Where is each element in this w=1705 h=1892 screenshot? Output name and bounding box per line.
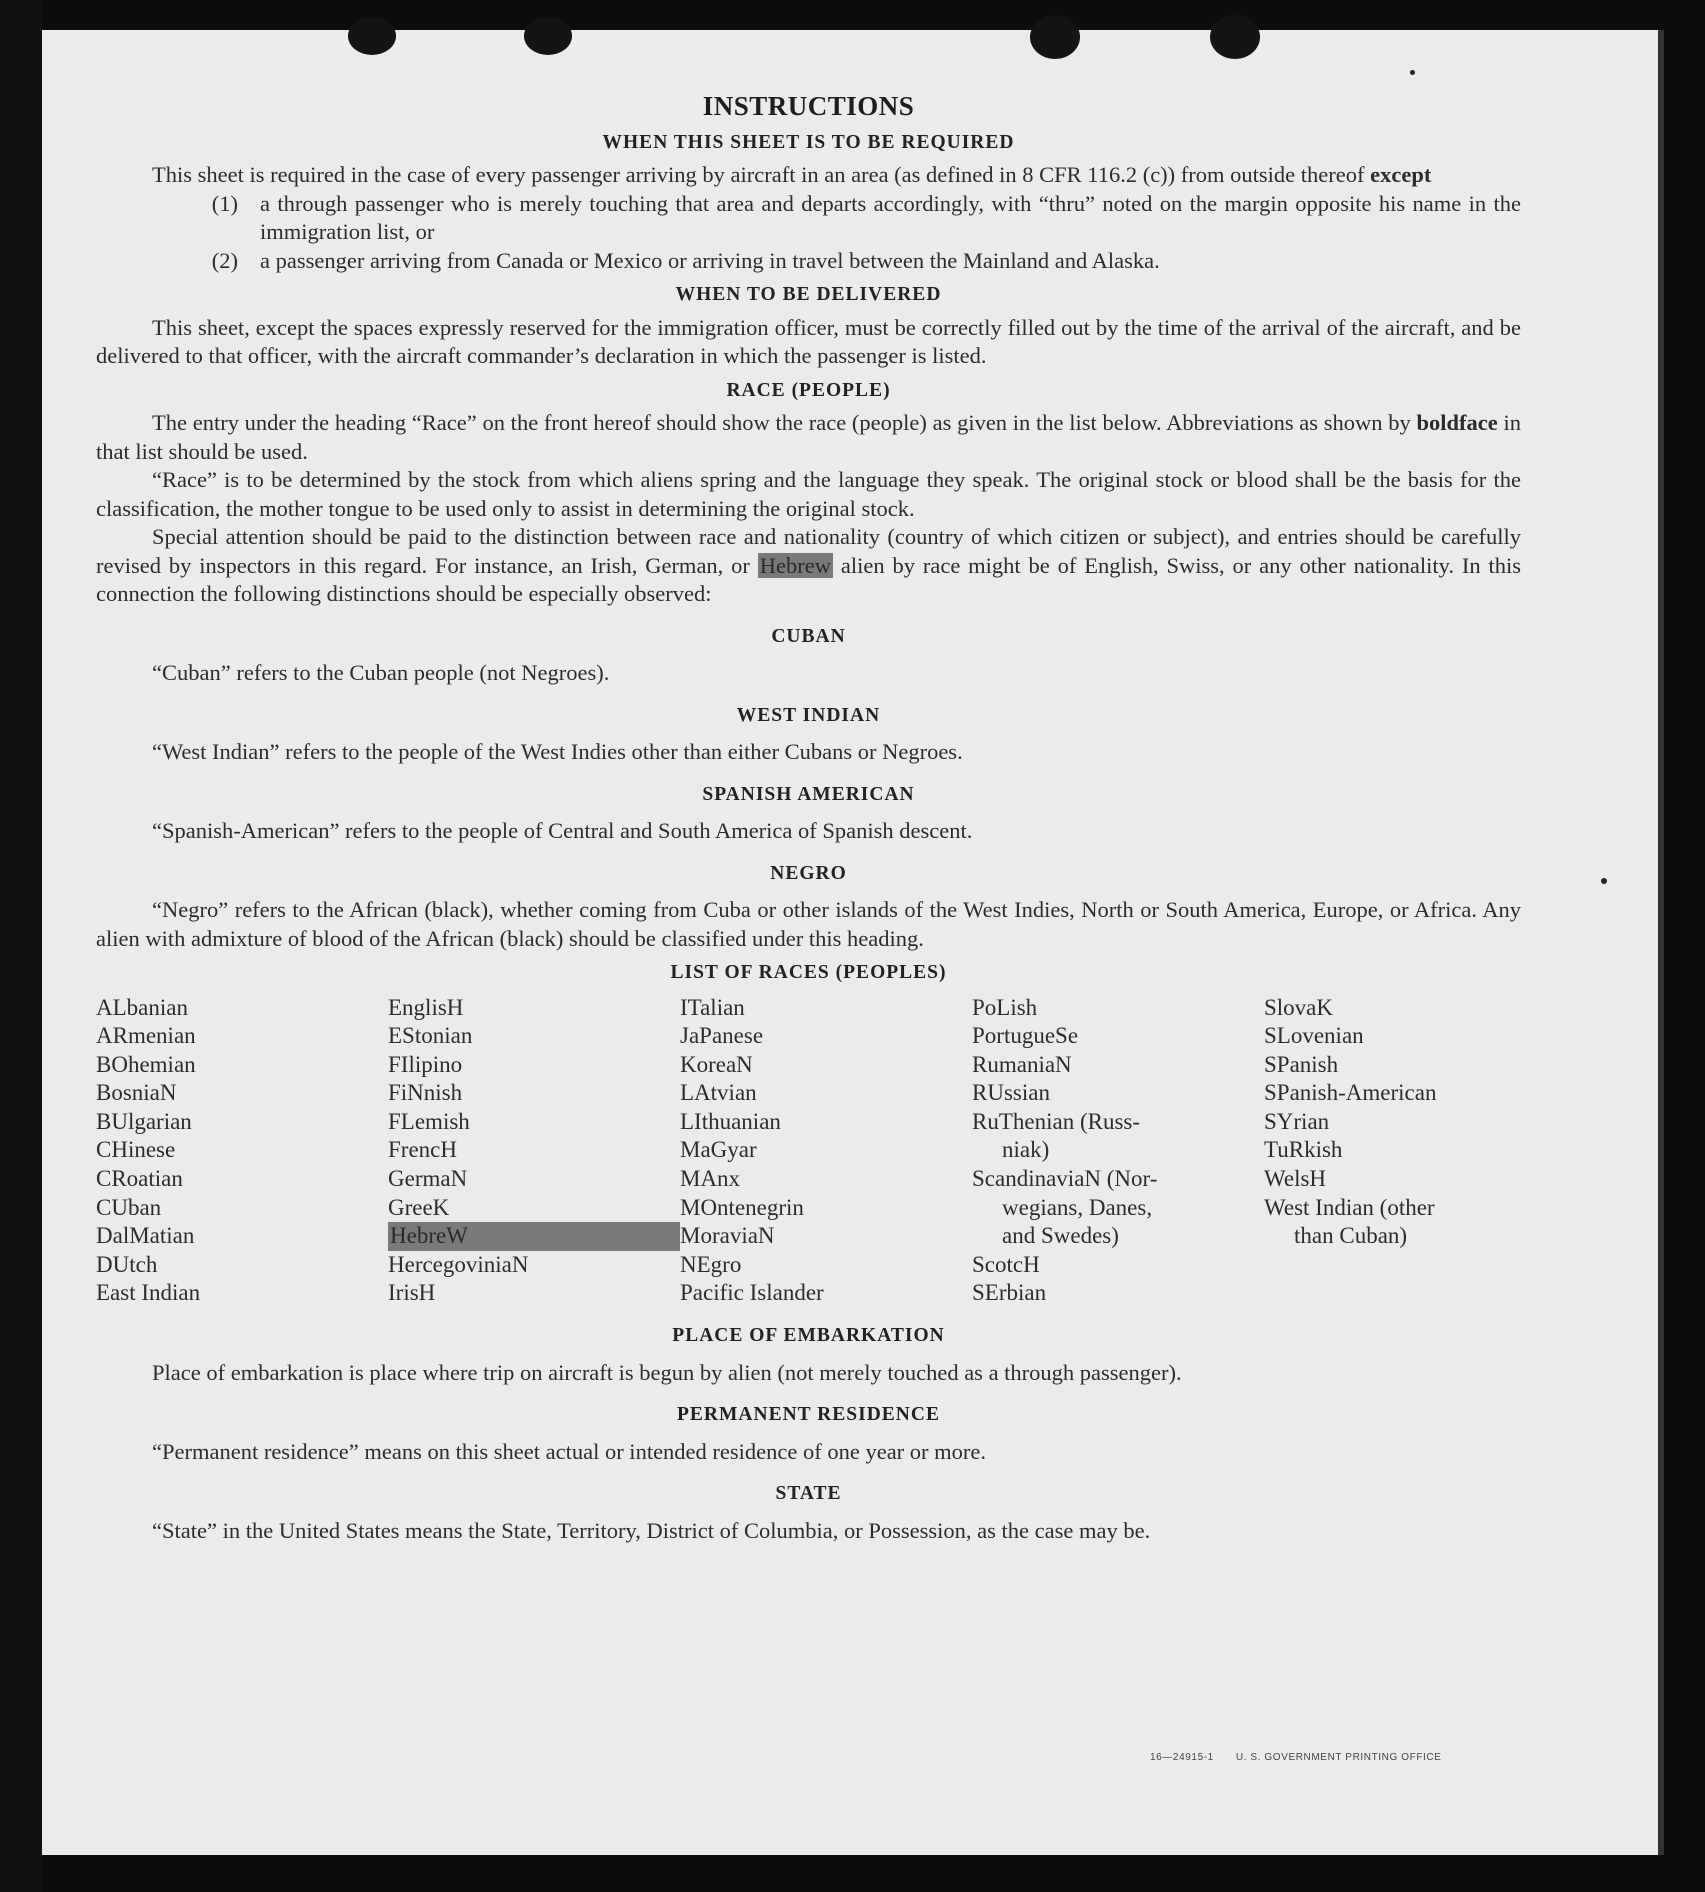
race-column-2 (388, 994, 680, 1309)
when-required-intro: This sheet is required in the case of every passenger arriving by aircraft in an area (as defined in 8 CFR 116.2 (c)) from outside thereof except (152, 162, 1432, 187)
race-column-4 (972, 994, 1264, 1309)
race-entry: EnglisH (388, 994, 464, 1020)
race-entry: RumaniaN (972, 1051, 1072, 1077)
race-entry: ScandinaviaN (Nor- (972, 1166, 1158, 1192)
exception-1: (1) a through passenger who is merely touching that area and departs accordingly, with “thru” noted on the margin opposite his name in the immigration list, or (211, 190, 1521, 244)
race-list (96, 994, 1521, 1309)
state-text: “State” in the United States means the State, Territory, District of Columbia, or Possession, as the case may be. (152, 1517, 1151, 1543)
race-entry: RuThenian (Russ- (972, 1108, 1141, 1134)
race-entry: FiNnish (388, 1080, 463, 1106)
race-entry: ScotcH (972, 1251, 1040, 1277)
race-entry: SErbian (972, 1280, 1047, 1306)
race-entry: BosniaN (96, 1080, 177, 1106)
race-entry: FLemish (388, 1108, 470, 1134)
heading-west-indian: WEST INDIAN (736, 704, 881, 726)
when-delivered-text: This sheet, except the spaces expressly reserved for the immigration officer, must be correctly filled out by the time of the arrival of the aircraft, and be delivered to that officer, with the aircraft commander’s declaration in which the passenger is listed. (96, 314, 1521, 368)
race-entry: NEgro (680, 1251, 742, 1277)
punch-hole (348, 17, 396, 55)
race-entry: HebreW (388, 1222, 680, 1251)
race-entry: than Cuban) (1294, 1223, 1408, 1249)
race-column-3 (680, 994, 972, 1309)
race-entry: PortugueSe (972, 1023, 1079, 1049)
race-entry: GermaN (388, 1166, 468, 1192)
race-entry: MOntenegrin (680, 1194, 804, 1220)
speck (1601, 878, 1607, 884)
race-entry: LIthuanian (680, 1108, 781, 1134)
punch-hole (1210, 15, 1260, 59)
race-entry: Pacific Islander (680, 1280, 824, 1306)
printer-name: U. S. GOVERNMENT PRINTING OFFICE (1235, 1752, 1442, 1763)
spanish-american-text: “Spanish-American” refers to the people of Central and South America of Spanish descent. (152, 818, 973, 843)
race-entry: TuRkish (1264, 1137, 1343, 1163)
heading-spanish-american: SPANISH AMERICAN (702, 783, 915, 805)
smudged-word: Hebrew (759, 552, 832, 578)
heading-race: RACE (PEOPLE) (726, 379, 891, 401)
printer-footer (1150, 1752, 1464, 1763)
heading-cuban: CUBAN (771, 625, 846, 647)
heading-when-delivered: WHEN TO BE DELIVERED (675, 284, 942, 305)
race-entry: JaPanese (680, 1023, 764, 1049)
race-entry: BUlgarian (96, 1108, 192, 1134)
race-entry: IrisH (388, 1280, 436, 1306)
race-entry: SLovenian (1264, 1023, 1364, 1049)
race-entry: ITalian (680, 994, 745, 1020)
west-indian-text: “West Indian” refers to the people of the West Indies other than either Cubans or Negroes. (152, 739, 963, 764)
race-entry: WelsH (1264, 1166, 1327, 1192)
race-entry: PoLish (972, 994, 1038, 1020)
page-title: INSTRUCTIONS (702, 91, 915, 121)
race-entry: SPanish-American (1264, 1080, 1437, 1106)
heading-permanent-residence: PERMANENT RESIDENCE (677, 1404, 940, 1426)
race-entry: CHinese (96, 1137, 176, 1163)
race-entry: West Indian (other (1264, 1194, 1435, 1220)
race-column-1 (96, 994, 388, 1309)
race-paragraph-3: Special attention should be paid to the distinction between race and nationality (country of which citizen or subject), and entries should be carefully revised by inspectors in this regard. For instance, an Irish, German, or Hebrew alien by race might be of English, Swiss, or any other nationality. In this connection the following distinctions should be especially observed: (96, 524, 1522, 606)
heading-embarkation: PLACE OF EMBARKATION (672, 1325, 945, 1347)
heading-negro: NEGRO (770, 862, 847, 884)
race-paragraph-2: “Race” is to be determined by the stock from which aliens spring and the language they speak. The original stock or blood shall be the basis for the classification, the mother tongue to be used only to assist in determining the original stock. (96, 467, 1521, 521)
instructions-body (96, 82, 1521, 1545)
heading-state: STATE (775, 1483, 842, 1505)
race-entry: FrencH (388, 1137, 457, 1163)
cuban-text: “Cuban” refers to the Cuban people (not Negroes). (152, 660, 610, 685)
race-entry: GreeK (388, 1194, 450, 1220)
race-entry: DalMatian (96, 1223, 195, 1249)
race-entry: LAtvian (680, 1080, 757, 1106)
race-entry: ARmenian (96, 1023, 196, 1049)
race-entry: wegians, Danes, (1002, 1194, 1153, 1220)
race-entry: HercegoviniaN (388, 1251, 529, 1277)
punch-hole (1030, 15, 1080, 59)
heading-list-of-races: LIST OF RACES (PEOPLES) (670, 962, 947, 983)
embarkation-text: Place of embarkation is place where trip on aircraft is begun by alien (not merely touched as a through passenger). (152, 1359, 1182, 1385)
race-paragraph-1: The entry under the heading “Race” on the front hereof should show the race (people) as given in the list below. Abbreviations as shown by boldface in that list should be used. (96, 410, 1521, 464)
scan-border (0, 0, 42, 1892)
race-entry: niak) (1002, 1137, 1050, 1163)
race-entry: EStonian (388, 1023, 473, 1049)
race-entry: CRoatian (96, 1166, 183, 1192)
race-column-5 (1264, 994, 1522, 1309)
exception-2: (2) a passenger arriving from Canada or Mexico or arriving in travel between the Mainland and Alaska. (211, 247, 1160, 273)
race-entry: RUssian (972, 1080, 1050, 1106)
race-entry: East Indian (96, 1280, 201, 1306)
punch-hole (524, 17, 572, 55)
race-entry: BOhemian (96, 1051, 196, 1077)
race-entry: MAnx (680, 1166, 741, 1192)
heading-when-required: WHEN THIS SHEET IS TO BE REQUIRED (602, 131, 1015, 153)
residence-text: “Permanent residence” means on this sheet actual or intended residence of one year or more. (152, 1438, 987, 1464)
race-entry: DUtch (96, 1251, 158, 1277)
form-number: 16—24915-1 (1150, 1752, 1214, 1763)
race-entry: and Swedes) (1002, 1223, 1119, 1249)
negro-text: “Negro” refers to the African (black), whether coming from Cuba or other islands of the West Indies, North or South America, Europe, or Africa. Any alien with admixture of blood of the African (black) should be classified under this heading. (96, 897, 1521, 951)
race-entry: CUban (96, 1194, 162, 1220)
race-entry: MoraviaN (680, 1223, 775, 1249)
race-entry: FIlipino (388, 1051, 463, 1077)
race-entry: SlovaK (1264, 994, 1333, 1020)
race-entry: SYrian (1264, 1108, 1330, 1134)
race-entry: KoreaN (680, 1051, 753, 1077)
race-entry: SPanish (1264, 1051, 1339, 1077)
race-entry: MaGyar (680, 1137, 757, 1163)
speck (1410, 70, 1415, 75)
race-entry: ALbanian (96, 994, 188, 1020)
